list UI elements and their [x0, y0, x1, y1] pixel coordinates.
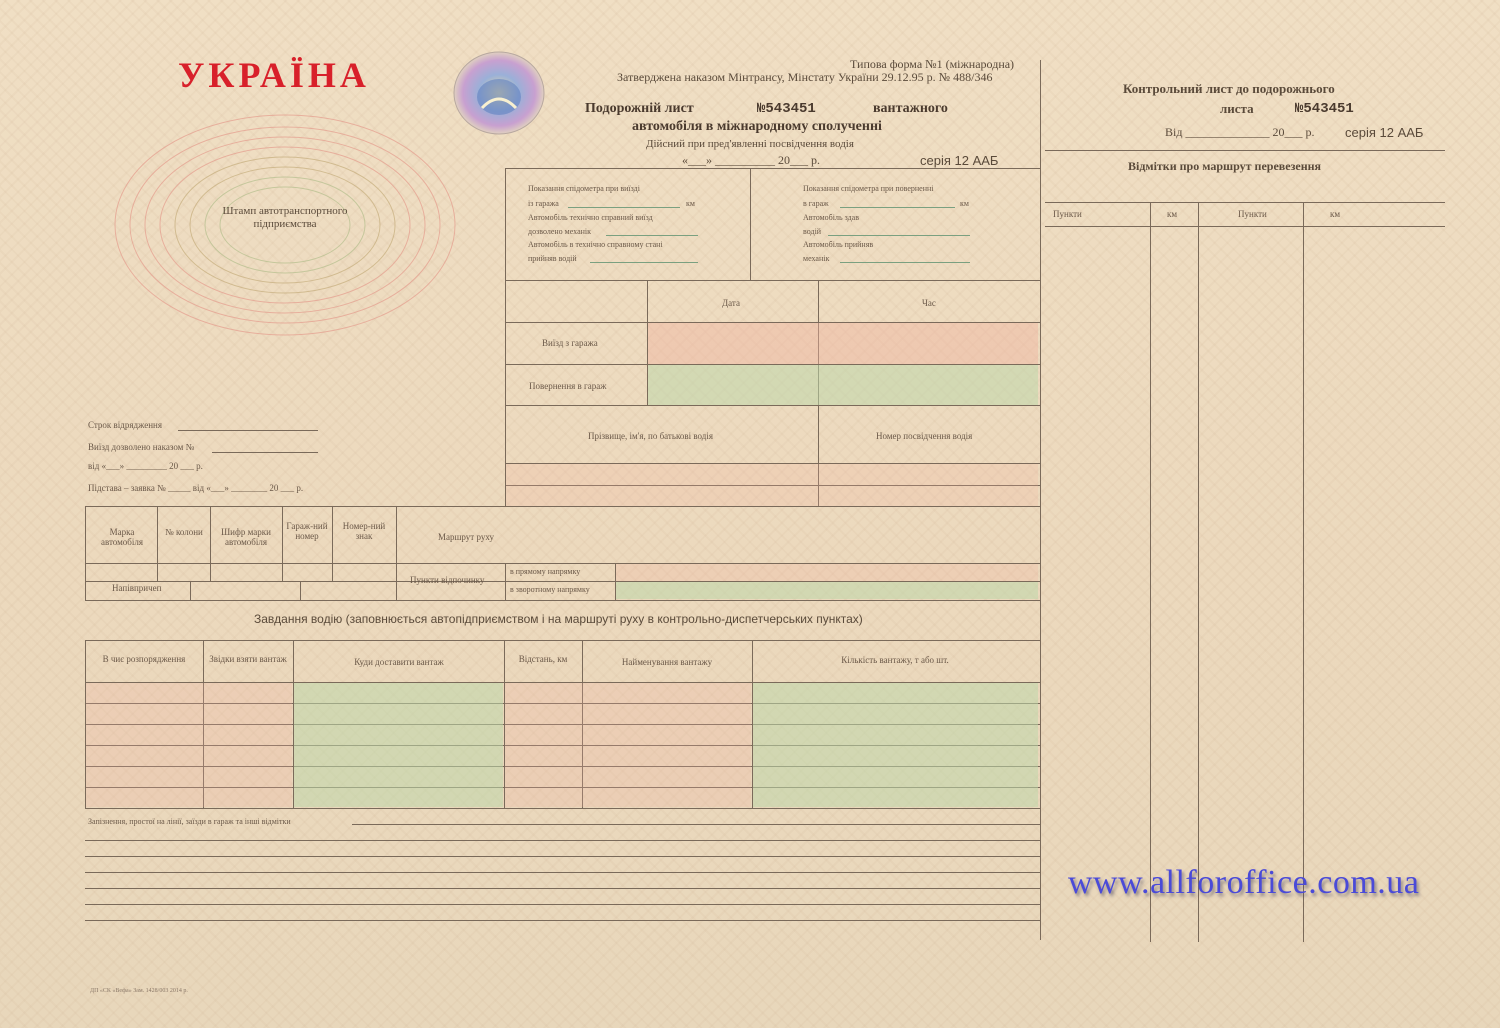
hologram-emblem-icon — [452, 50, 546, 136]
main-divider — [1040, 60, 1041, 940]
title-number: №543451 — [757, 101, 816, 117]
series-label: серія 12 ААБ — [920, 153, 999, 168]
watermark: www.allforoffice.com.ua — [1068, 864, 1420, 901]
date-line: «___» __________ 20___ р. — [682, 153, 820, 167]
stamp-label: Штамп автотранспортного підприємства — [222, 205, 348, 230]
country-title: УКРАЇНА — [178, 55, 370, 95]
title-part2: вантажного — [873, 101, 948, 116]
form-type: Типова форма №1 (міжнародна) — [850, 57, 1015, 71]
validity-text: Дійсний при пред'явленні посвідчення водія — [646, 138, 854, 150]
title-part1: Подорожній лист — [585, 101, 694, 116]
notes-label: Запізнення, простої на лінії, заїзди в гараж та інші відмітки — [88, 817, 291, 826]
approval-text: Затверджена наказом Мінтрансу, Мінстату України 29.12.95 р. № 488/346 — [617, 70, 993, 84]
task-title: Завдання водію (заповнюється автопідприємством і на маршруті руху в контрольно-диспетчерських пунктах) — [254, 612, 863, 626]
document-paper: Штамп автотранспортного підприємства УКРАЇНА Типова форма №1 (міжнародна) Затверджена наказом Мінтрансу, Мінстату України 29.12.95 р. № 488/346 Подорожній лист №543451 вантажного автомобіля в міжнародному сполученні Дійсний при пред'явленні посвідчення водія «___» __________ 20___ р. серія 12 ААБ Показання спідометра при виїзді із гаража км Автомобіль технічно справний виїзд дозволено механік Автомобіль в технічно справному стані прийняв водій Показання спідометра при поверненні в гараж км Автомобіль здав водій Автомобіль прийняв механік Дата Час Виїзд з гаража Повернення в гараж Прізвище, ім'я, по батькові водія Номер посвідчення водія Строк відрядження Виїзд дозволено наказом № від «___» _________ 20 ___ р. Підстава – заявка № _____ від «___» ________ 20 ___ р. Марка автомобіля № колони Шифр марки автомобіля Гараж-ний номер Номер-ний знак Маршрут руху Напівпричеп Пункти відпочинку в прямому напрямку в зворотному напрямку Завдання водію (заповнюється автопідприємством і на маршруті руху в контрольно-диспетчерських пунктах) В чиє розпорядження Звідки взяти вантаж Куди доставити вантаж Відстань, км Найменування вантажу Кількість вантажу, т або шт. Запізнення, простої на лінії, заїзди в гараж та інші відмітки ДП «СК «Вефа» Зам. 1428/003 2014 р. Контрольний лист до подорожнього листа №543451 Від ______________ 20___ р. серія 12 ААБ Відмітки про маршрут перевезення Пункти км Пункти км www.allforoffice.com.ua — [0, 0, 1500, 1028]
printer-mark: ДП «СК «Вефа» Зам. 1428/003 2014 р. — [90, 988, 188, 994]
title-line2: автомобіля в міжнародному сполученні — [632, 119, 882, 134]
